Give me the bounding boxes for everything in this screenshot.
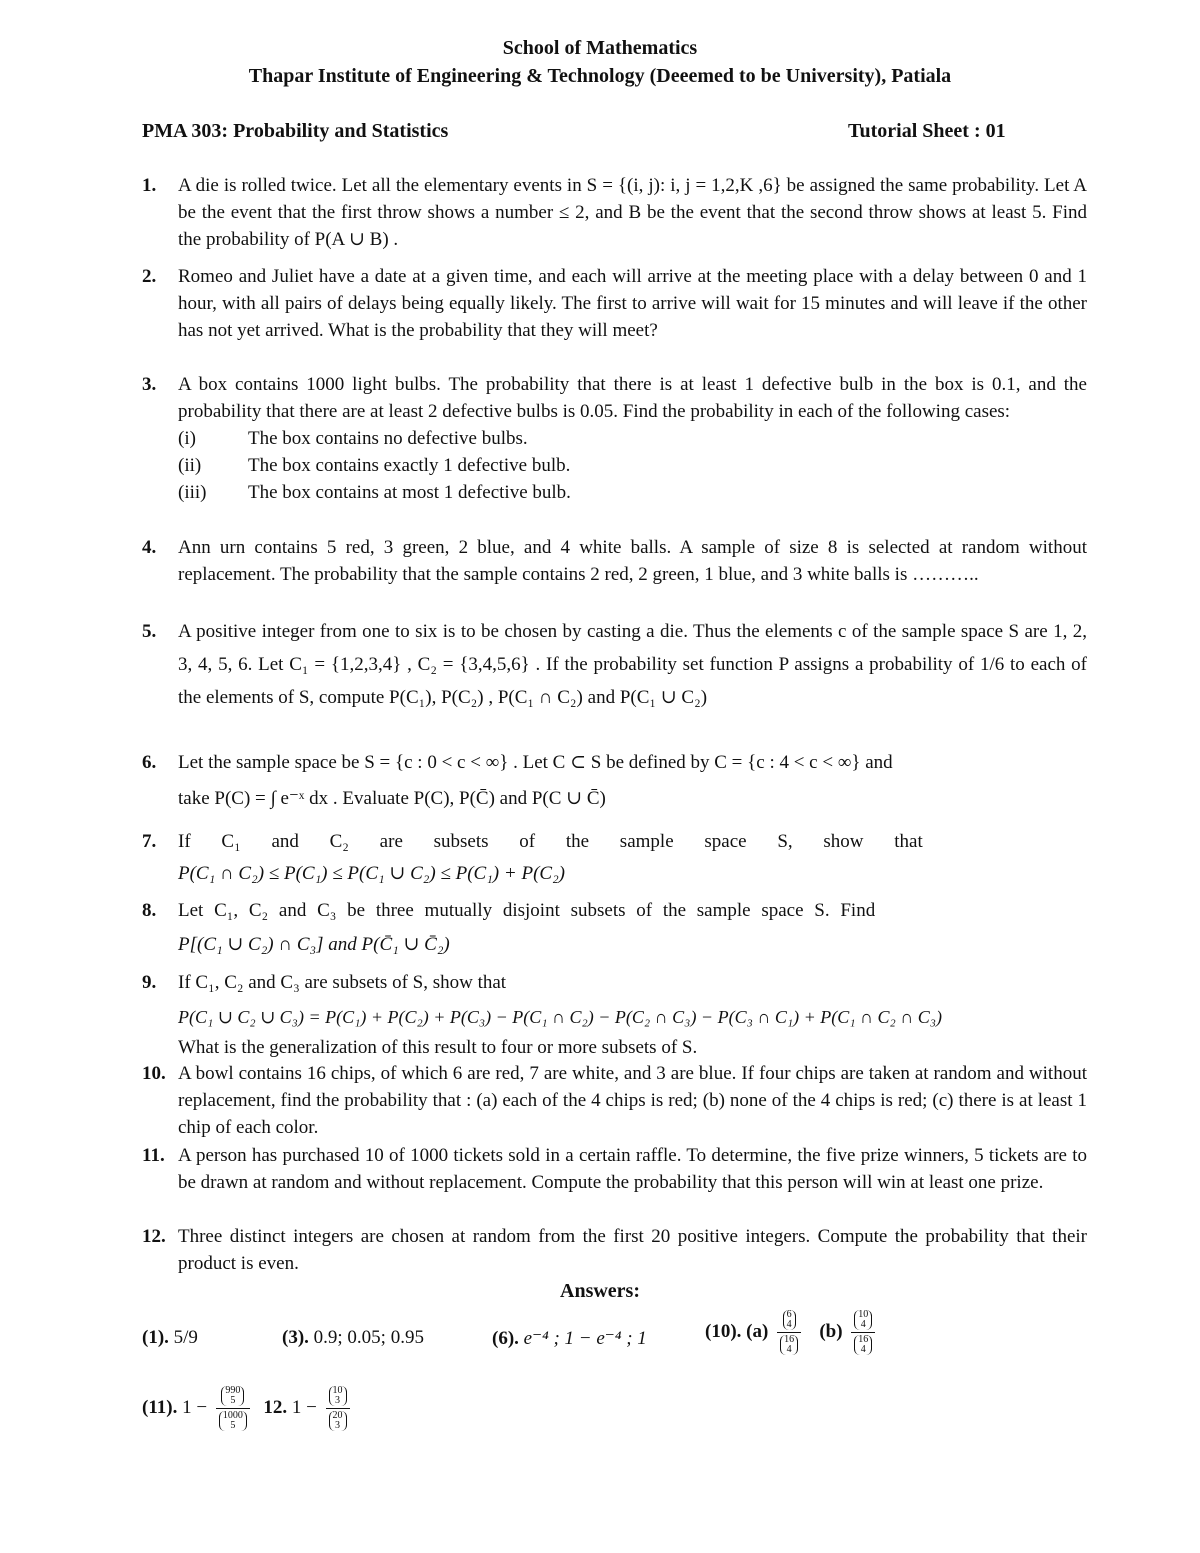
fraction: 10 3 20 3 — [326, 1384, 350, 1433]
sheet-number: Tutorial Sheet : 01 — [848, 120, 1006, 142]
question-6 — [142, 745, 1087, 817]
question-number: 9. — [142, 972, 157, 993]
answer-10: (10). (a) 6 4 16 4 (b) 10 4 16 4 — [705, 1308, 879, 1357]
question-text: Three distinct integers are chosen at random from the first 20 positive integers. Compute the probability that their product is even. — [178, 1226, 1087, 1274]
question-line: Let the sample space be S = {c : 0 < c < ∞} . Let C ⊂ S be defined by C = {c : 4 < c < ∞} and — [178, 752, 893, 773]
question-10 — [142, 1060, 1087, 1141]
question-number: 11. — [142, 1145, 165, 1166]
question-text: A box contains 1000 light bulbs. The probability that there is at least 1 defective bulb in the box is 0.1, and the probability that there are at least 2 defective bulbs is 0.05. Find the probability in each of the following cases: — [178, 374, 1087, 422]
question-formula: P[(C₁ ∪ C₂) ∩ C₃] and P(C̄₁ ∪ C̄₂) — [178, 934, 450, 955]
question-11 — [142, 1142, 1087, 1196]
question-line: If C₁, C₂ and C₃ are subsets of S, show that — [178, 972, 507, 993]
question-12 — [142, 1223, 1087, 1277]
list-item: (ii) The box contains exactly 1 defective bulb. — [178, 455, 571, 476]
question-7 — [142, 826, 1087, 890]
question-text: Ann urn contains 5 red, 3 green, 2 blue, and 4 white balls. A sample of size 8 is selected at random without replacement. The probability that the sample contains 2 red, 2 green, 1 blue, and 3 white balls is ……….. — [178, 537, 1087, 585]
question-number: 12. — [142, 1226, 166, 1247]
question-5 — [142, 615, 1087, 714]
question-number: 3. — [142, 374, 157, 395]
answer-3: (3). 0.9; 0.05; 0.95 — [282, 1327, 424, 1348]
course-title: PMA 303: Probability and Statistics — [142, 120, 449, 142]
question-number: 6. — [142, 752, 157, 773]
fraction: 990 5 1000 5 — [216, 1384, 250, 1433]
question-number: 4. — [142, 537, 157, 558]
question-number: 8. — [142, 900, 157, 921]
question-3 — [142, 371, 1087, 506]
question-4 — [142, 534, 1087, 588]
question-line: take P(C) = ∫ e⁻ˣ dx . Evaluate P(C), P(C̄) and P(C ∪ C̄) — [178, 788, 606, 809]
question-line: Let C₁, C₂ and C₃ be three mutually disjoint subsets of the sample space S. Find — [178, 900, 876, 921]
question-8 — [142, 894, 1087, 962]
question-number: 5. — [142, 621, 157, 642]
fraction: 6 4 16 4 — [777, 1308, 801, 1357]
question-text: A bowl contains 16 chips, of which 6 are red, 7 are white, and 3 are blue. If four chips are taken at random and without replacement, find the probability that : (a) each of the 4 chips is red; (b) none of the 4 chips is red; (c) there is at least 1 chip of each color. — [178, 1063, 1087, 1138]
school-name: School of Mathematics — [502, 37, 698, 59]
question-text: A person has purchased 10 of 1000 tickets sold in a certain raffle. To determine, the five prize winners, 5 tickets are to be drawn at random and without replacement. Compute the probability that this person will win at least one prize. — [178, 1145, 1087, 1193]
question-formula: P(C₁ ∪ C₂ ∪ C₃) = P(C₁) + P(C₂) + P(C₃) − P(C₁ ∩ C₂) − P(C₂ ∩ C₃) − P(C₃ ∩ C₁) + P(C₁ ∩ C₂ ∩ C₃) — [178, 1007, 943, 1027]
question-number: 1. — [142, 175, 157, 196]
answer-11: (11). 1 − 990 5 1000 5 12. 1 − 10 3 20 3 — [142, 1384, 354, 1433]
answer-1: (1). 5/9 — [142, 1327, 198, 1348]
question-1 — [142, 172, 1087, 253]
question-formula: P(C₁ ∩ C₂) ≤ P(C₁) ≤ P(C₁ ∪ C₂) ≤ P(C₁) + P(C₂) — [178, 863, 565, 884]
question-number: 10. — [142, 1063, 166, 1084]
question-text: Romeo and Juliet have a date at a given time, and each will arrive at the meeting place with a delay between 0 and 1 hour, with all pairs of delays being equally likely. The first to arrive will wait for 15 minutes and will leave if the other has not yet arrived. What is the probability that they will meet? — [178, 266, 1087, 341]
answers-heading: Answers: — [560, 1280, 640, 1302]
sub-list — [178, 425, 1087, 506]
institute-name: Thapar Institute of Engineering & Technology (Deeemed to be University), Patiala — [248, 65, 952, 87]
question-number: 2. — [142, 266, 157, 287]
question-text: A positive integer from one to six is to be chosen by casting a die. Thus the elements c of the sample space S are 1, 2, 3, 4, 5, 6. Let C₁ = {1,2,3,4} , C₂ = {3,4,5,6} . If the probability set function P assigns a probability of 1/6 to each of the elements of S, compute P(C₁), P(C₂) , P(C₁ ∩ C₂) and P(C₁ ∪ C₂) — [178, 621, 1087, 708]
question-line: If C₁ and C₂ are subsets of the sample space S, show that — [178, 831, 923, 852]
answer-6: (6). e⁻⁴ ; 1 − e⁻⁴ ; 1 — [492, 1328, 647, 1349]
question-text: A die is rolled twice. Let all the elementary events in S = {(i, j): i, j = 1,2,K ,6} be assigned the same probability. Let A be the event that the first throw shows a number ≤ 2, and B be the event that the second throw shows at least 5. Find the probability of P(A ∪ B) . — [178, 175, 1087, 250]
fraction: 10 4 16 4 — [851, 1308, 875, 1357]
question-number: 7. — [142, 831, 157, 852]
list-item: (iii) The box contains at most 1 defective bulb. — [178, 482, 571, 503]
question-9 — [142, 966, 1162, 1062]
question-line: What is the generalization of this result to four or more subsets of S. — [178, 1037, 698, 1058]
list-item: (i) The box contains no defective bulbs. — [178, 428, 528, 449]
question-2 — [142, 263, 1087, 344]
